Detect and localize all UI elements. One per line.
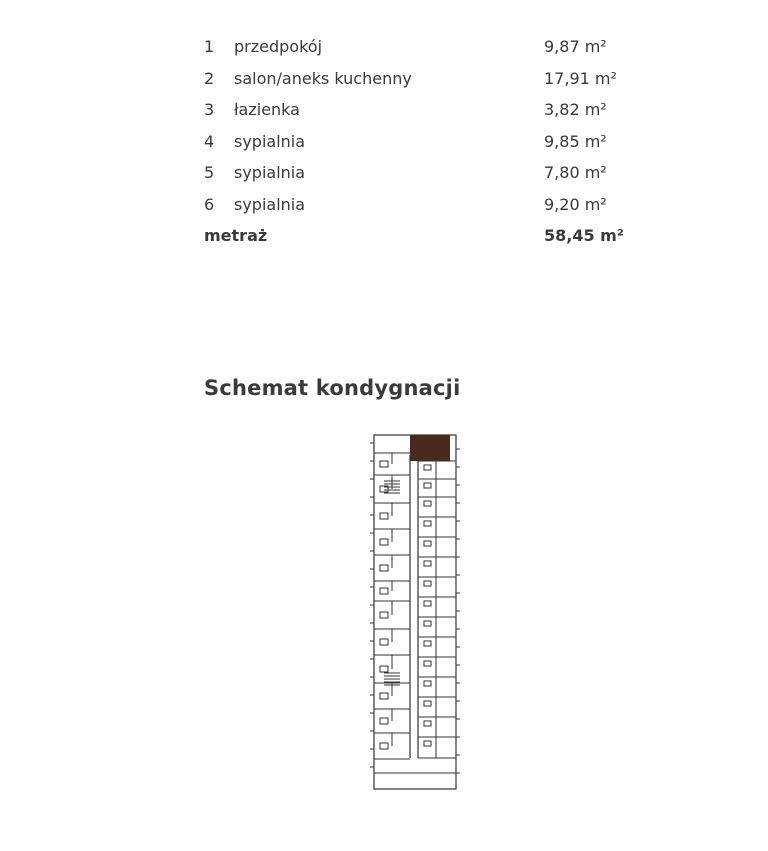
room-detail [380, 666, 388, 672]
room-detail [380, 612, 388, 618]
floor-plan-rooms [370, 443, 460, 773]
room-detail [380, 565, 388, 571]
room-detail [380, 743, 388, 749]
room-name: przedpokój [234, 37, 323, 56]
room-list [204, 34, 624, 255]
room-number: 1 [204, 37, 215, 56]
room-detail [424, 601, 431, 606]
room-area: 9,87 m² [544, 37, 607, 56]
room-number: 5 [204, 163, 215, 182]
total-area: 58,45 m² [544, 226, 624, 245]
room-name: sypialnia [234, 131, 306, 151]
room-detail [424, 581, 431, 586]
room-detail [424, 483, 431, 488]
room-name: łazienka [234, 100, 300, 119]
room-detail [424, 641, 431, 646]
room-area: 9,20 m² [544, 194, 607, 214]
room-row [204, 97, 624, 129]
room-detail [424, 661, 431, 666]
room-name: sypialnia [234, 194, 306, 214]
room-detail [380, 539, 388, 545]
room-detail [424, 501, 431, 506]
room-area: 9,85 m² [544, 131, 607, 151]
room-row [204, 192, 624, 224]
room-detail [424, 561, 431, 566]
room-detail [424, 721, 431, 726]
total-label: metraż [204, 226, 268, 245]
room-detail [380, 513, 388, 519]
room-row [204, 129, 624, 161]
schema-title: Schemat kondygnacji [204, 376, 461, 400]
room-area: 7,80 m² [544, 163, 607, 182]
room-detail [424, 521, 431, 526]
room-row [204, 34, 624, 66]
room-detail [380, 588, 388, 594]
room-row [204, 66, 624, 98]
room-detail [380, 718, 388, 724]
room-area: 17,91 m² [544, 68, 617, 88]
room-number: 6 [204, 194, 215, 214]
room-detail [380, 461, 388, 467]
room-name: sypialnia [234, 163, 306, 182]
room-detail [424, 681, 431, 686]
room-detail [380, 693, 388, 699]
room-row [204, 160, 624, 192]
room-detail [380, 639, 388, 645]
room-detail [424, 541, 431, 546]
total-row [204, 223, 624, 255]
room-detail [424, 465, 431, 470]
floor-plan-diagram [370, 433, 460, 793]
room-area: 3,82 m² [544, 100, 607, 119]
room-name: salon/aneks kuchenny [234, 68, 412, 88]
room-number: 2 [204, 68, 215, 88]
room-detail [424, 621, 431, 626]
highlighted-apartment [410, 435, 450, 461]
room-detail [424, 701, 431, 706]
room-number: 4 [204, 131, 215, 151]
room-number: 3 [204, 100, 215, 119]
room-detail [424, 741, 431, 746]
